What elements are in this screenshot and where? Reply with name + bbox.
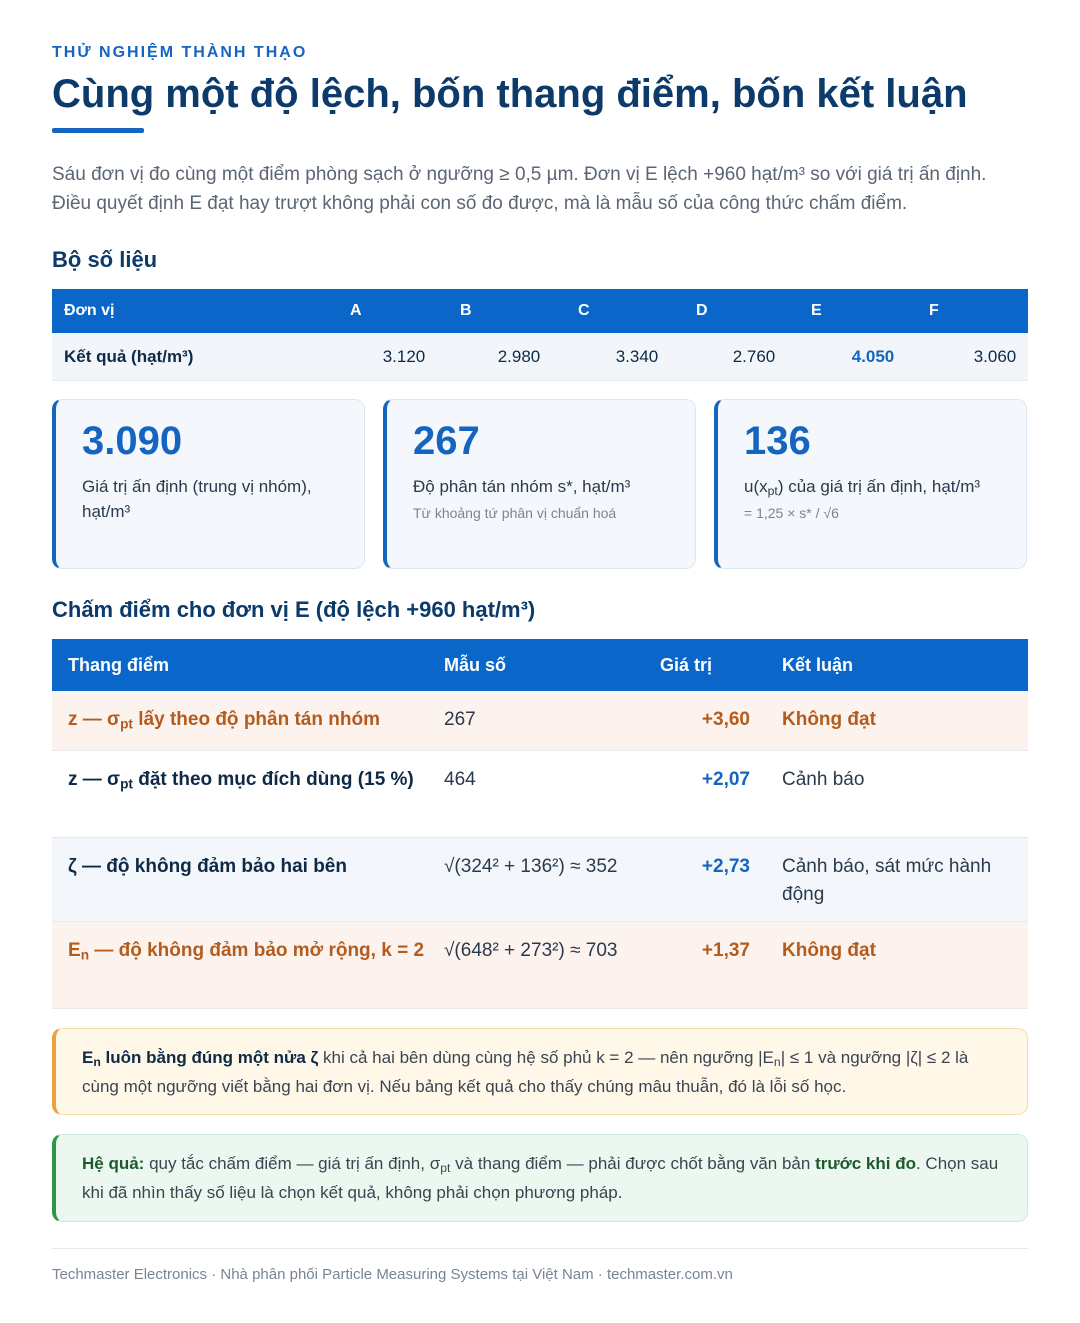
page-title: Cùng một độ lệch, bốn thang điểm, bốn kết luận [52,72,968,116]
footer-text: Techmaster Electronics · Nhà phân phối Particle Measuring Systems tại Việt Nam · techmaster.com.vn [52,1266,733,1283]
table-row [52,691,1028,751]
score-value: +3,60 [701,709,750,730]
denominator: √(324² + 136²) ≈ 352 [444,856,618,877]
card-value: 267 [413,419,480,463]
denominator: 464 [444,769,476,790]
footer-divider [52,1248,1028,1249]
result-a: 3.120 [382,346,426,366]
result-e: 4.050 [851,346,895,366]
col-verdict: Kết luận [782,655,854,675]
verdict: Cảnh báo [782,769,865,790]
card-value: 3.090 [82,419,183,463]
col-value: Giá trị [660,655,713,675]
dataset-heading: Bộ số liệu [52,247,158,272]
note-emphasis: Hệ quả: [82,1154,145,1173]
dispersion-card [383,399,696,569]
scale-name: $E_n$ — độ không đảm bảo mở rộng, k = 2 [68,940,425,963]
result-b: 2.980 [497,346,541,366]
eyebrow: THỬ NGHIỆM THÀNH THẠO [52,44,308,61]
card-label: Độ phân tán nhóm s*, hạt/m³ [413,477,631,496]
intro-text: Sáu đơn vị đo cùng một điểm phòng sạch ở ngưỡng ≥ 0,5 µm. Đơn vị E lệch +960 hạt/m³ so với giá trị ấn định. Điều quyết định E đạt hay trượt không phải con số đo được, mà là mẫu số của công thức chấm điểm. [52,164,987,214]
scoring-heading: Chấm điểm cho đơn vị E (độ lệch +960 hạt/m³) [52,597,536,622]
card-note: Từ khoảng tứ phân vị chuẩn hoá [413,505,617,521]
unit-col-e: E [811,302,822,319]
unit-col-d: D [696,302,708,319]
card-label: $u(x_{pt})$ của giá trị ấn định, hạt/m³ [744,477,981,499]
verdict: Không đạt [782,940,876,961]
scoring-table [52,639,1028,1009]
table-row [52,922,1028,1009]
assigned-value-card [52,399,365,569]
equivalence-note: $E_n$ luôn bằng đúng một nửa ζ khi cả hai bên dùng cùng hệ số phủ k = 2 — nên ngưỡng $|E_n| \le 1$ và ngưỡng |ζ| ≤ 2 là cùng một ngưỡng viết bằng hai đơn vị. Nếu bảng kết quả cho thấy chúng mâu thuẫn, đó là lỗi số học. [52,1028,1028,1115]
unit-col-f: F [929,302,939,319]
table-row [52,751,1028,838]
unit-col-c: C [578,302,590,319]
verdict: Không đạt [782,709,876,730]
result-label: Kết quả (hạt/m³) [64,346,194,366]
card-value: 136 [744,419,811,463]
card-note: = 1,25 × s* / √6 [744,505,839,521]
verdict: Cảnh báo, sát mức hành động [782,856,992,905]
title-underline [52,128,144,133]
scale-name: z — $\sigma_{pt}$ đặt theo mục đích dùng (15 %) [68,769,414,792]
result-f: 3.060 [973,346,1017,366]
table-row [52,838,1028,922]
uncertainty-card [714,399,1027,569]
scoring-header-row [52,639,1028,691]
scale-name: ζ — độ không đảm bảo hai bên [68,856,347,877]
score-value: +1,37 [701,940,750,961]
col-denominator: Mẫu số [444,655,507,675]
dataset-table [52,289,1028,381]
scale-name: z — $\sigma_{pt}$ lấy theo độ phân tán nhóm [68,709,380,732]
card-label: Giá trị ấn định (trung vị nhóm), hạt/m³ [82,477,312,521]
denominator: 267 [444,709,476,730]
result-d: 2.760 [732,346,776,366]
unit-header: Đơn vị [64,302,115,319]
score-value: +2,73 [701,856,750,877]
unit-col-b: B [460,302,472,319]
consequence-note: Hệ quả: quy tắc chấm điểm — giá trị ấn định, $\sigma_{pt}$ và thang điểm — phải được chốt bằng văn bản trước khi đo. Chọn sau khi đã nhìn thấy số liệu là chọn kết quả, không phải chọn phương pháp. [52,1134,1028,1222]
dataset-result-row [52,333,1028,381]
result-c: 3.340 [615,346,659,366]
dataset-header-row [52,289,1028,333]
col-scale: Thang điểm [68,655,170,675]
denominator: √(648² + 273²) ≈ 703 [444,940,618,961]
note-emphasis: $E_n$ luôn bằng đúng một nửa ζ [82,1048,319,1070]
score-value: +2,07 [701,769,750,790]
unit-col-a: A [350,302,362,319]
